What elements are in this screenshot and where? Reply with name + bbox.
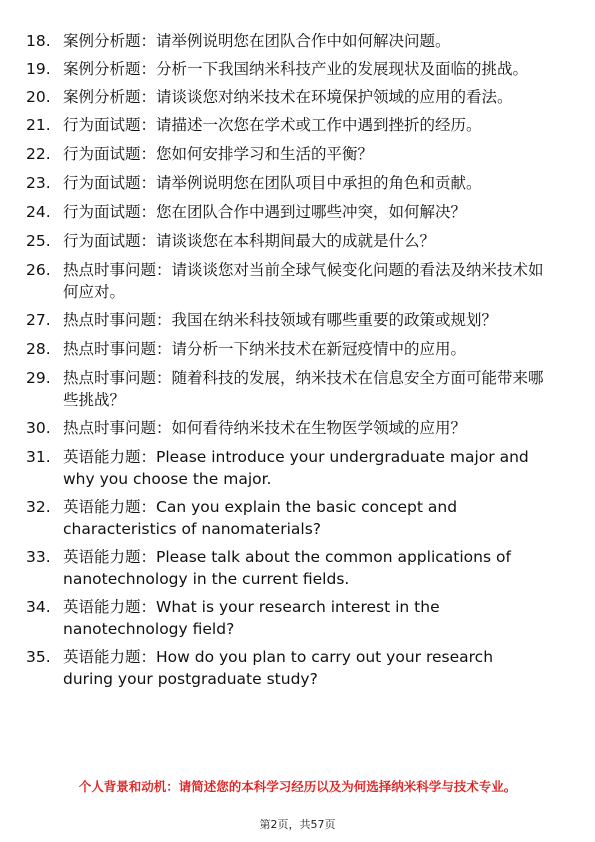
- question-number: 20.: [26, 88, 51, 106]
- question-text: 英语能力题：Please talk about the common applications of nanotechnology in the current fields.: [63, 548, 511, 588]
- question-text: 行为面试题：请举例说明您在团队项目中承担的角色和贡献。: [63, 174, 482, 192]
- question-item: [26, 114, 546, 136]
- question-number: 29.: [26, 369, 51, 387]
- question-item: [26, 230, 546, 252]
- question-text: 热点时事问题：如何看待纳米技术在生物医学领域的应用？: [63, 419, 467, 437]
- question-number: 18.: [26, 32, 51, 50]
- question-text: 英语能力题：What is your research interest in the nanotechnology field?: [63, 598, 440, 638]
- question-number: 24.: [26, 203, 51, 221]
- question-item: [26, 417, 546, 439]
- question-text: 行为面试题：请描述一次您在学术或工作中遇到挫折的经历。: [63, 116, 482, 134]
- question-number: 32.: [26, 498, 51, 516]
- question-number: 33.: [26, 548, 51, 566]
- question-text: 案例分析题：请谈谈您对纳米技术在环境保护领域的应用的看法。: [63, 88, 513, 106]
- question-text: 热点时事问题：请谈谈您对当前全球气候变化问题的看法及纳米技术如何应对。: [63, 261, 544, 301]
- question-number: 28.: [26, 340, 51, 358]
- question-item: [26, 58, 546, 80]
- question-item: [26, 309, 546, 331]
- page-footer: 第2页，共57页: [259, 818, 336, 831]
- question-item: [26, 546, 546, 590]
- question-number: 25.: [26, 232, 51, 250]
- question-text: 英语能力题：Please introduce your undergraduate major and why you choose the major.: [63, 448, 529, 488]
- question-number: 30.: [26, 419, 51, 437]
- question-item: [26, 646, 546, 690]
- question-text: 热点时事问题：随着科技的发展，纳米技术在信息安全方面可能带来哪些挑战？: [63, 369, 544, 409]
- question-number: 35.: [26, 648, 51, 666]
- question-text: 行为面试题：请谈谈您在本科期间最大的成就是什么？: [63, 232, 436, 250]
- question-list: [26, 30, 546, 690]
- question-text: 英语能力题：Can you explain the basic concept and characteristics of nanomaterials?: [63, 498, 458, 538]
- question-text: 热点时事问题：我国在纳米科技领域有哪些重要的政策或规划？: [63, 311, 498, 329]
- question-item: [26, 86, 546, 108]
- question-number: 23.: [26, 174, 51, 192]
- question-text: 案例分析题：请举例说明您在团队合作中如何解决问题。: [63, 32, 451, 50]
- highlight-note: 个人背景和动机：请简述您的本科学习经历以及为何选择纳米科学与技术专业。: [78, 779, 517, 794]
- question-text: 行为面试题：您在团队合作中遇到过哪些冲突，如何解决？: [63, 203, 467, 221]
- question-number: 21.: [26, 116, 51, 134]
- question-number: 34.: [26, 598, 51, 616]
- question-item: [26, 338, 546, 360]
- question-item: [26, 446, 546, 490]
- question-number: 31.: [26, 448, 51, 466]
- question-item: [26, 367, 546, 411]
- question-number: 27.: [26, 311, 51, 329]
- question-item: [26, 596, 546, 640]
- question-item: [26, 496, 546, 540]
- question-text: 案例分析题：分析一下我国纳米科技产业的发展现状及面临的挑战。: [63, 60, 529, 78]
- question-item: [26, 201, 546, 223]
- question-item: [26, 143, 546, 165]
- question-number: 22.: [26, 145, 51, 163]
- question-number: 19.: [26, 60, 51, 78]
- question-text: 英语能力题：How do you plan to carry out your research during your postgraduate study?: [63, 648, 494, 688]
- question-item: [26, 259, 546, 303]
- question-item: [26, 30, 546, 52]
- question-text: 行为面试题：您如何安排学习和生活的平衡？: [63, 145, 374, 163]
- question-text: 热点时事问题：请分析一下纳米技术在新冠疫情中的应用。: [63, 340, 467, 358]
- question-item: [26, 172, 546, 194]
- question-number: 26.: [26, 261, 51, 279]
